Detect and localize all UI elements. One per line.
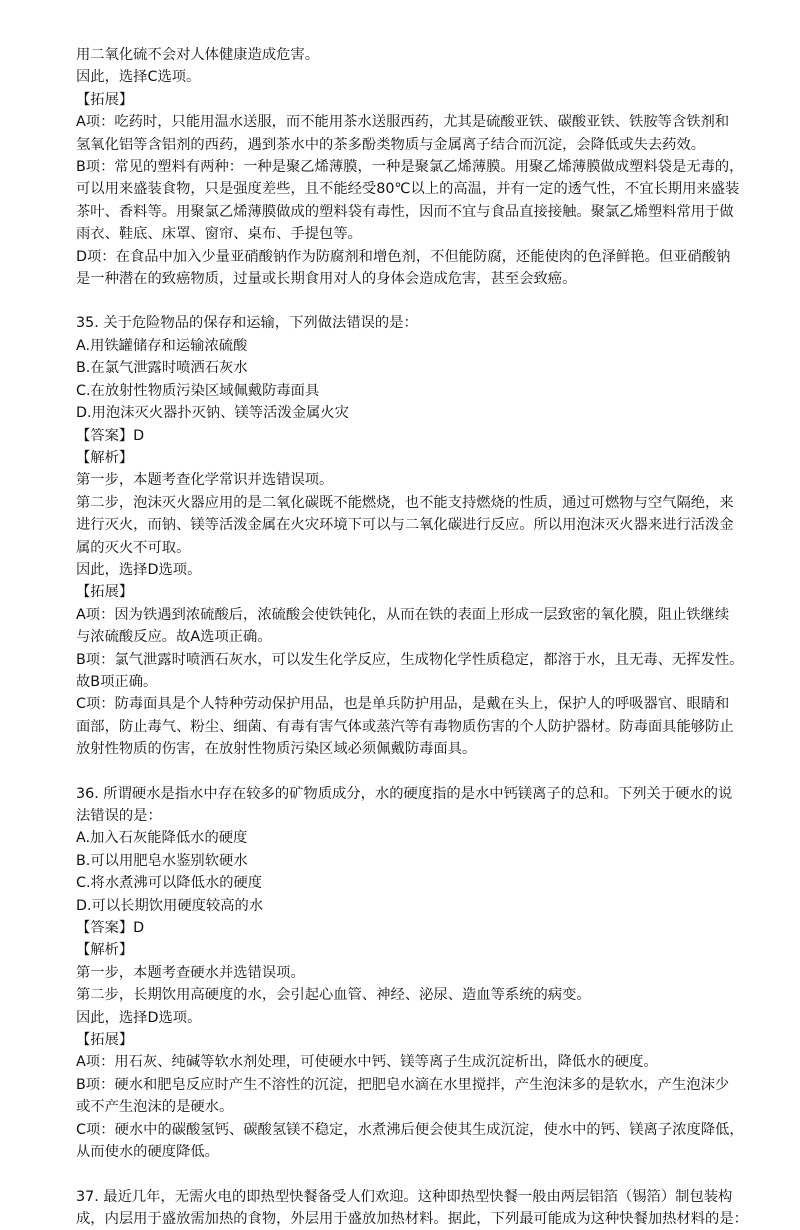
text-line: D.可以长期饮用硬度较高的水: [76, 897, 264, 914]
text-line: 【答案】D: [76, 920, 145, 937]
text-line: 属的灭火不可取。: [76, 539, 191, 556]
text-line: 法错误的是：: [76, 808, 162, 824]
paragraph-gap: [76, 761, 756, 783]
text-line: 因此，选择D选项。: [76, 561, 202, 578]
text-line: C项：防毒面具是个人特种劳动保护用品，也是单兵防护用品，是戴在头上，保护人的呼吸器官、眼睛和: [76, 696, 730, 713]
text-line: 【解析】: [76, 449, 134, 466]
text-line: 第一步，本题考查化学常识并选错误项。: [76, 472, 334, 489]
text-line: A.用铁罐储存和运输浓硫酸: [76, 337, 248, 354]
text-line: 37. 最近几年，无需火电的即热型快餐备受人们欢迎。这种即热型快餐一般由两层铝箔（锡箔）制包装构: [76, 1188, 733, 1205]
text-line: B项：硬水和肥皂反应时产生不溶性的沉淀，把肥皂水滴在水里搅拌，产生泡沫多的是软水，产生泡沫少: [76, 1076, 730, 1093]
text-line: 【拓展】: [76, 1032, 134, 1049]
text-line: 雨衣、鞋底、床罩、窗帘、桌布、手提包等。: [76, 226, 362, 243]
text-line: 【拓展】: [76, 91, 134, 108]
text-line: 35. 关于危险物品的保存和运输，下列做法错误的是：: [76, 315, 418, 332]
text-line: 因此，选择D选项。: [76, 1009, 202, 1026]
text-line: 可以用来盛装食物，只是强度差些，且不能经受80℃以上的高温，并有一定的透气性，不宜长期用来盛装: [76, 181, 740, 198]
paragraph-gap: [76, 1164, 756, 1186]
text-line: 进行灭火，而钠、镁等活泼金属在火灾环境下可以与二氧化碳进行反应。所以用泡沫灭火器来进行活泼金: [76, 517, 734, 534]
text-line: 茶叶、香料等。用聚氯乙烯薄膜做成的塑料袋有毒性，因而不宜与食品直接接触。聚氯乙烯塑料常用于做: [76, 203, 734, 220]
text-line: D项：在食品中加入少量亚硝酸钠作为防腐剂和增色剂，不但能防腐，还能使肉的色泽鲜艳。但亚硝酸钠: [76, 248, 731, 265]
text-line: A.加入石灰能降低水的硬度: [76, 830, 248, 847]
text-line: 是一种潜在的致癌物质，过量或长期食用对人的身体会造成危害，甚至会致癌。: [76, 271, 577, 288]
text-line: 第二步，泡沫灭火器应用的是二氧化碳既不能燃烧，也不能支持燃烧的性质，通过可燃物与空气隔绝，来: [76, 494, 734, 511]
text-line: 成，内层用于盛放需加热的食物，外层用于盛放加热材料。据此，下列最可能成为这种快餐加热材料的是：: [76, 1210, 748, 1227]
text-line: D.用泡沫灭火器扑灭钠、镁等活泼金属火灾: [76, 405, 349, 422]
text-line: 氢氧化铝等含铝剂的西药，遇到茶水中的茶多酚类物质与金属离子结合而沉淀，会降低或失去药效。: [76, 136, 706, 153]
text-line: 放射性物质的伤害，在放射性物质污染区域必须佩戴防毒面具。: [76, 741, 477, 758]
text-line: 【拓展】: [76, 584, 134, 601]
text-line: 从而使水的硬度降低。: [76, 1144, 219, 1161]
text-line: A项：用石灰、纯碱等软水剂处理，可使硬水中钙、镁等离子生成沉淀析出，降低水的硬度。: [76, 1054, 658, 1071]
text-line: 【答案】D: [76, 427, 145, 444]
text-line: B项：氯气泄露时喷洒石灰水，可以发生化学反应，生成物化学性质稳定，都溶于水，且无毒、无挥发性。: [76, 651, 744, 668]
text-line: 用二氧化硫不会对人体健康造成危害。: [76, 47, 320, 63]
text-line: 【解析】: [76, 942, 134, 959]
text-line: C.将水煮沸可以降低水的硬度: [76, 875, 263, 892]
text-line: 面部，防止毒气、粉尘、细菌、有毒有害气体或蒸汽等有毒物质伤害的个人防护器材。防毒面具能够防止: [76, 718, 734, 735]
text-line: B.可以用肥皂水鉴别软硬水: [76, 852, 248, 869]
text-line: C项：硬水中的碳酸氢钙、碳酸氢镁不稳定，水煮沸后便会使其生成沉淀，使水中的钙、镁离子浓度降低，: [76, 1121, 744, 1138]
text-line: 与浓硫酸反应。故A选项正确。: [76, 629, 272, 646]
text-line: 36. 所谓硬水是指水中存在较多的矿物质成分，水的硬度指的是水中钙镁离子的总和。下列关于硬水的说: [76, 785, 733, 802]
text-line: A项：因为铁遇到浓硫酸后，浓硫酸会使铁钝化，从而在铁的表面上形成一层致密的氧化膜，阻止铁继续: [76, 606, 730, 623]
text-line: C.在放射性物质污染区域佩戴防毒面具: [76, 382, 320, 399]
text-line: 第二步，长期饮用高硬度的水，会引起心血管、神经、泌尿、造血等系统的病变。: [76, 987, 591, 1004]
paragraph-gap: [76, 290, 756, 312]
text-line: 第一步，本题考查硬水并选错误项。: [76, 964, 305, 981]
text-line: A项：吃药时，只能用温水送服，而不能用茶水送服西药，尤其是硫酸亚铁、碳酸亚铁、铁胺等含铁剂和: [76, 114, 730, 131]
text-line: B项：常见的塑料有两种：一种是聚乙烯薄膜，一种是聚氯乙烯薄膜。用聚乙烯薄膜做成塑料袋是无毒的，: [76, 159, 744, 176]
text-line: 因此，选择C选项。: [76, 69, 201, 86]
text-line: B.在氯气泄露时喷洒石灰水: [76, 360, 248, 377]
text-line: 故B项正确。: [76, 673, 158, 690]
text-line: 或不产生泡沫的是硬水。: [76, 1099, 234, 1116]
